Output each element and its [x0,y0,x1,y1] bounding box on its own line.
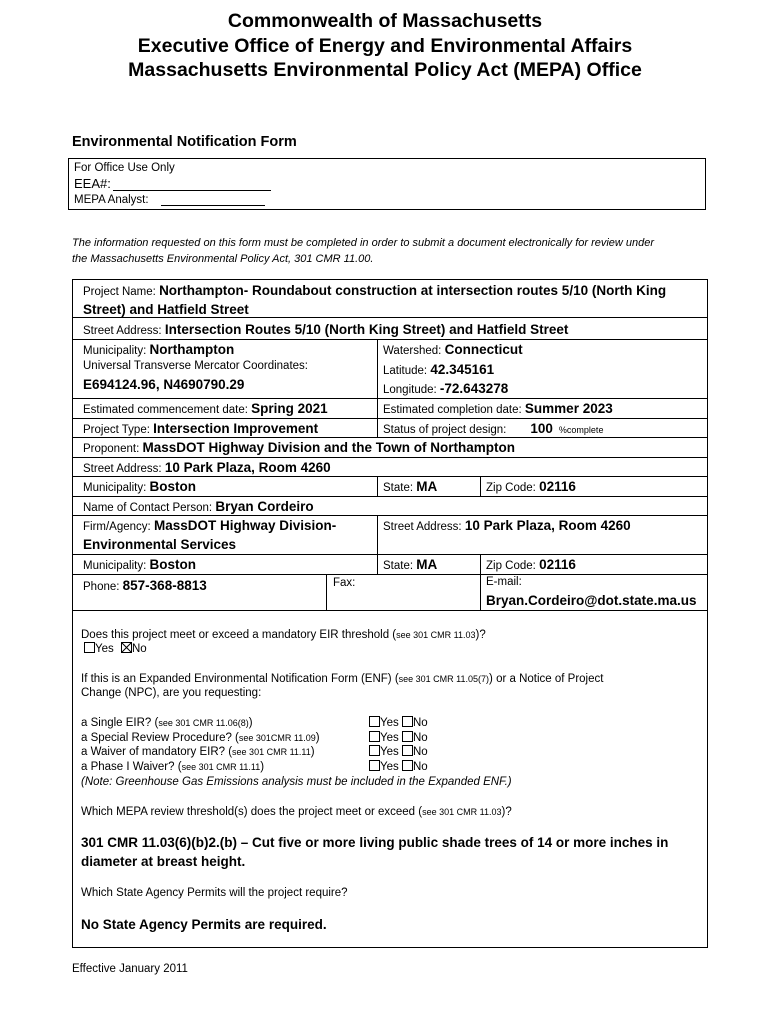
commence-value: Spring 2021 [251,401,328,416]
street-label: Street Address: [83,325,162,337]
proponent-zip [486,477,576,498]
intro-text: The information requested on this form must be completed in order to submit a document electronically for review under the Massachusetts Environmental Policy Act, 301 CMR 11.00. [72,237,655,265]
commencement-date [83,399,328,420]
opt1-text: a Single EIR? ( [81,717,159,729]
opt2-checks [369,731,428,745]
opt4-no-checkbox[interactable] [402,760,413,771]
firm-municipality [83,555,196,576]
prop-muni-value: Boston [149,479,196,494]
firm-agency [83,516,336,537]
status-value: 100 [530,421,553,436]
eir-yes-checkbox[interactable] [84,642,95,653]
enf-question-text: If this is an Expanded Environmental Notification Form (ENF) ( [81,673,399,685]
opt3-checks [369,745,428,759]
firm-zip-value: 02116 [539,557,576,572]
contact-label: Name of Contact Person: [83,502,213,514]
opt1-no-checkbox[interactable] [402,716,413,727]
threshold-answer-line2: diameter at breast height. [81,854,246,869]
project-name-value-line2: Street) and Hatfield Street [83,302,249,317]
enf-question [81,672,603,686]
opt3-yes-checkbox[interactable] [369,745,380,756]
firm-muni-value: Boston [149,557,196,572]
longitude [383,379,508,400]
firm-label: Firm/Agency: [83,521,151,533]
latitude [383,360,494,381]
option-waiver [81,745,315,759]
permits-question: Which State Agency Permits will the project require? [81,887,348,899]
opt3-no-label: No [412,746,428,758]
enf-question-mid: ) or a Notice of Project [489,673,604,685]
firm-street-value: 10 Park Plaza, Room 4260 [464,518,631,533]
project-type [83,419,318,440]
project-name [83,281,666,302]
status-label: Status of project design: [383,424,507,436]
opt3-text: a Waiver of mandatory EIR? ( [81,746,233,758]
contact-person [83,497,314,518]
proponent-state [383,477,437,498]
completion-label: Estimated completion date: [383,404,522,416]
header-line-3: Massachusetts Environmental Policy Act (MEPA) Office [128,59,642,81]
prop-street-value: 10 Park Plaza, Room 4260 [164,460,331,475]
watershed [383,340,523,361]
eir-answer [84,642,147,656]
eea-label: EEA#: [74,176,111,191]
firm-state-value: MA [416,557,438,572]
latitude-value: 42.345161 [430,362,495,377]
opt2-no-label: No [412,732,428,744]
watershed-label: Watershed: [383,345,442,357]
option-special-review [81,731,320,745]
footer-effective-date: Effective January 2011 [72,963,188,975]
design-status [383,419,603,440]
commence-label: Estimated commencement date: [83,404,248,416]
eir-no-label: No [131,643,147,655]
opt1-yes-checkbox[interactable] [369,716,380,727]
opt3-ref: see 301 CMR 11.11 [232,747,311,757]
threshold-question [81,805,512,819]
email-value: Bryan.Cordeiro@dot.state.ma.us [486,593,697,608]
street-address [83,320,568,341]
fax-label: Fax: [333,577,356,589]
type-label: Project Type: [83,424,150,436]
analyst-label: MEPA Analyst: [74,194,149,206]
contact-value: Bryan Cordeiro [215,499,314,514]
option-phase1-waiver [81,760,264,774]
state-label: State: [383,482,414,494]
firm-state-label: State: [383,560,414,572]
enf-question-ref: see 301 CMR 11.05(7) [398,674,490,684]
completion-date [383,399,613,420]
email-label: E-mail: [486,576,522,588]
utm-label: Universal Transverse Mercator Coordinates: [83,360,308,372]
opt3-no-checkbox[interactable] [402,745,413,756]
threshold-question-end: )? [501,806,512,818]
office-use-heading: For Office Use Only [74,162,175,174]
utm-value: E694124.96, N4690790.29 [83,377,245,392]
opt1-no-label: No [412,717,428,729]
opt4-text: a Phase I Waiver? ( [81,761,182,773]
threshold-question-ref: see 301 CMR 11.03 [422,807,502,817]
eir-no-checkbox[interactable] [121,642,132,653]
threshold-answer-line1: 301 CMR 11.03(6)(b)2.(b) – Cut five or more living public shade trees of 14 or more inches in [81,835,669,850]
firm-value-line2: Environmental Services [83,537,237,552]
option-single-eir [81,716,253,730]
mepa-analyst-field[interactable] [74,194,265,206]
proponent-value: MassDOT Highway Division and the Town of Northampton [142,440,515,455]
municipality-value: Northampton [149,342,235,357]
firm-muni-label: Municipality: [83,560,147,572]
completion-value: Summer 2023 [524,401,613,416]
opt3-yes-label: Yes [380,746,399,758]
project-info-table [72,279,708,611]
longitude-label: Longitude: [383,384,437,396]
proponent-municipality [83,477,196,498]
state-value: MA [416,479,438,494]
eir-yes-label: Yes [95,643,114,655]
latitude-label: Latitude: [383,365,428,377]
opt4-ref: see 301 CMR 11.11 [181,762,261,772]
opt4-no-label: No [412,761,428,773]
phone [83,576,207,597]
opt1-ref: see 301 CMR 11.06(8) [158,718,249,728]
opt4-yes-label: Yes [380,761,399,773]
header-line-2: Executive Office of Energy and Environmental Affairs [137,35,633,57]
opt2-text: a Special Review Procedure? ( [81,732,239,744]
header-line-1: Commonwealth of Massachusetts [227,10,543,32]
phone-label: Phone: [83,581,120,593]
firm-value: MassDOT Highway Division- [153,518,337,533]
zip-value: 02116 [539,479,576,494]
longitude-value: -72.643278 [439,381,509,396]
street-value: Intersection Routes 5/10 (North King Street) and Hatfield Street [164,322,569,337]
opt4-end: ) [260,761,265,773]
form-title: Environmental Notification Form [72,134,297,150]
ghg-note: (Note: Greenhouse Gas Emissions analysis must be included in the Expanded ENF.) [81,776,512,788]
prop-muni-label: Municipality: [83,482,147,494]
threshold-question-text: Which MEPA review threshold(s) does the project meet or exceed ( [81,806,423,818]
proponent-label: Proponent: [83,443,140,455]
proponent-street [83,458,331,479]
opt2-ref: see 301CMR 11.09 [238,733,316,743]
project-name-value: Northampton- Roundabout construction at intersection routes 5/10 (North King [159,283,667,298]
status-unit: %complete [558,425,604,435]
opt4-checks [369,760,428,774]
project-name-label: Project Name: [83,286,156,298]
municipality-label: Municipality: [83,345,147,357]
opt1-yes-label: Yes [380,717,399,729]
firm-street-label: Street Address: [383,521,462,533]
prop-street-label: Street Address: [83,463,162,475]
eir-question-ref: see 301 CMR 11.03 [396,630,476,640]
proponent [83,438,515,459]
phone-value: 857-368-8813 [122,578,207,593]
opt2-end: ) [315,732,320,744]
opt4-yes-checkbox[interactable] [369,760,380,771]
questions-box [72,610,708,948]
eir-question-end: )? [475,629,486,641]
watershed-value: Connecticut [444,342,523,357]
eir-question [81,628,486,642]
zip-label: Zip Code: [486,482,536,494]
firm-zip-label: Zip Code: [486,560,536,572]
enf-question-line2: Change (NPC), are you requesting: [81,687,262,699]
eir-question-text: Does this project meet or exceed a mandatory EIR threshold ( [81,629,397,641]
permits-answer: No State Agency Permits are required. [81,917,327,932]
opt1-checks [369,716,428,730]
firm-street [383,516,631,537]
type-value: Intersection Improvement [153,421,319,436]
office-use-box [68,158,706,210]
firm-state [383,555,437,576]
opt2-yes-checkbox[interactable] [369,731,380,742]
eea-number-field[interactable] [74,176,271,191]
opt3-end: ) [310,746,315,758]
opt1-end: ) [248,717,253,729]
opt2-yes-label: Yes [380,732,399,744]
opt2-no-checkbox[interactable] [402,731,413,742]
